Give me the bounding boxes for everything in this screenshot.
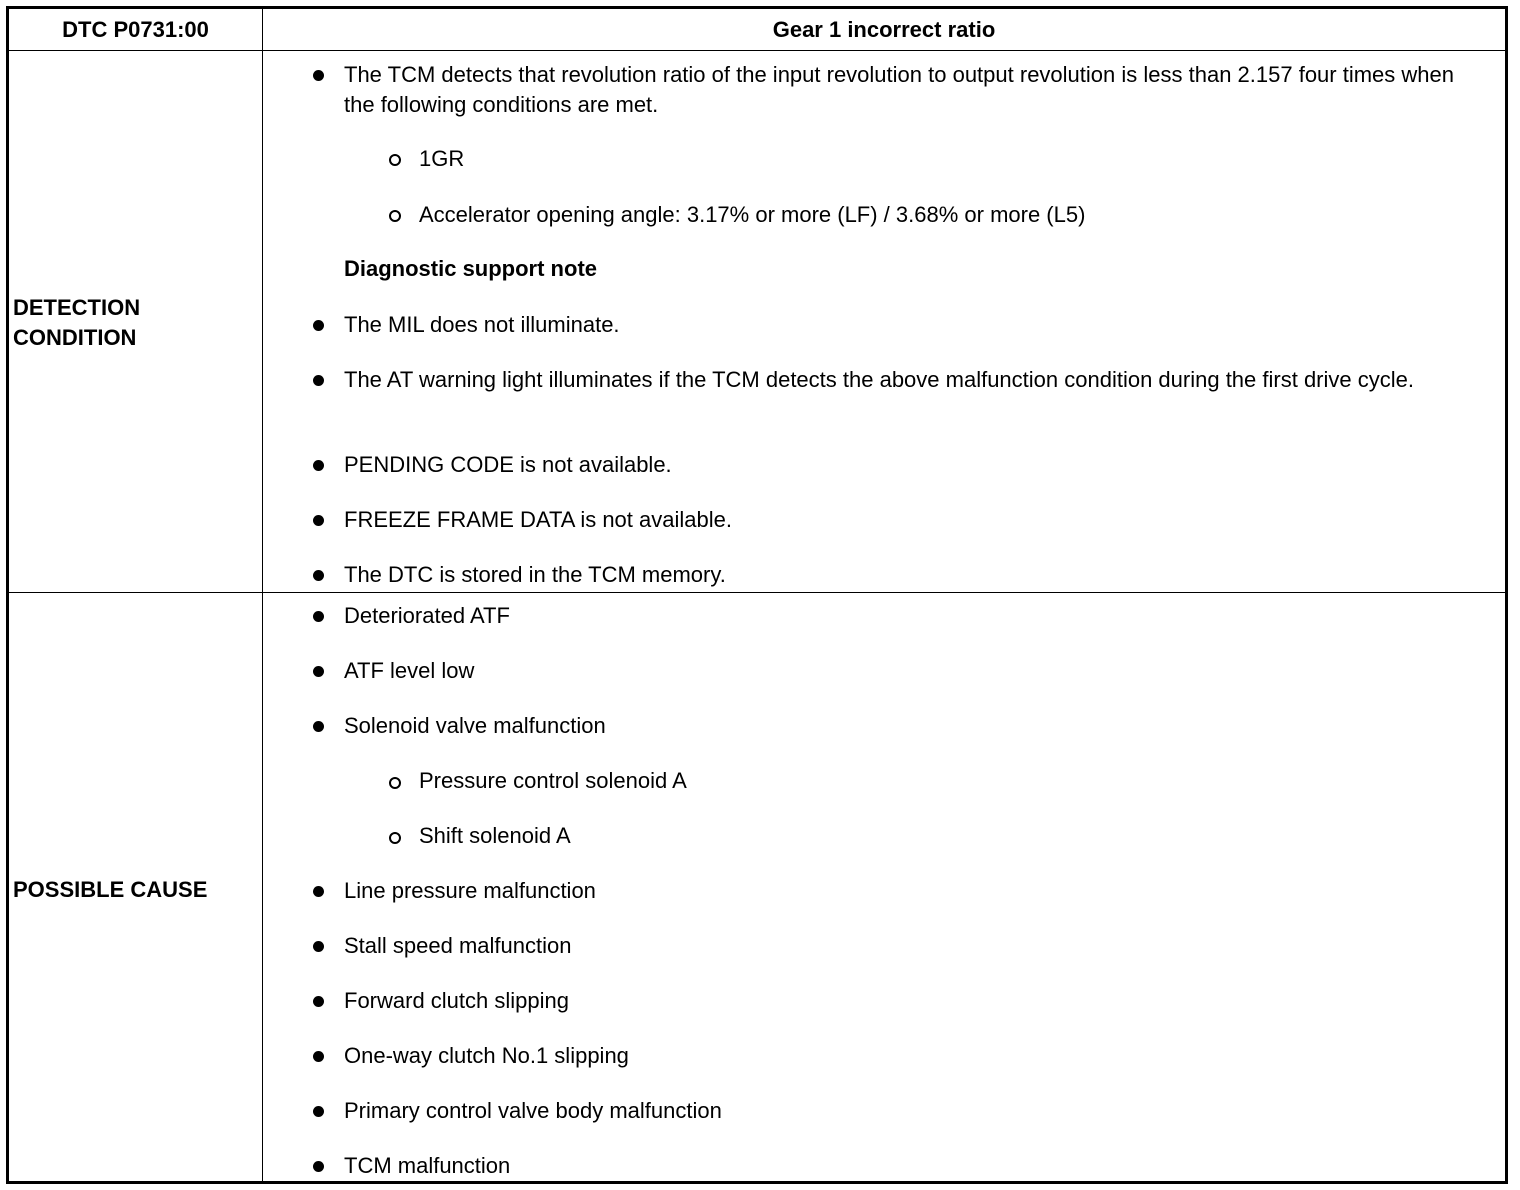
cause-item-7: One-way clutch No.1 slipping [344,1043,629,1068]
detection-item-6: The DTC is stored in the TCM memory. [344,562,726,587]
sub-bullet-icon [389,832,401,844]
dtc-table [6,6,1508,1184]
bullet-icon [313,320,324,331]
cause-item-8: Primary control valve body malfunction [344,1098,722,1123]
sub-bullet-icon [389,777,401,789]
detection-label-line2: CONDITION [13,325,137,350]
bullet-icon [313,886,324,897]
cause-subitem-2: Shift solenoid A [419,823,571,848]
cause-item-6: Forward clutch slipping [344,988,569,1013]
bullet-icon [313,375,324,386]
possible-cause-label: POSSIBLE CAUSE [13,877,208,902]
detection-item-2: The MIL does not illuminate. [344,312,620,337]
bullet-icon [313,1051,324,1062]
cause-subitem-1: Pressure control solenoid A [419,768,687,793]
detection-label-line1: DETECTION [13,295,141,320]
detection-item-3: The AT warning light illuminates if the TCM detects the above malfunction condition during the first drive cycle. [344,367,1414,392]
bullet-icon [313,721,324,732]
sub-bullet-icon [389,154,401,166]
possible-cause-content [263,593,1505,1181]
cause-item-4: Line pressure malfunction [344,878,596,903]
detection-condition-label [13,293,258,353]
bullet-icon [313,1161,324,1172]
detection-condition-content [263,51,1505,592]
cause-item-2: ATF level low [344,658,475,683]
detection-item-1: The TCM detects that revolution ratio of the input revolution to output revolution is less than 2.157 four times when the following conditions are met. [344,62,1454,117]
bullet-icon [313,941,324,952]
bullet-icon [313,515,324,526]
detection-item-5: FREEZE FRAME DATA is not available. [344,507,732,532]
diagnostic-support-note-heading: Diagnostic support note [344,256,597,281]
sub-bullet-icon [389,210,401,222]
dtc-code-header: DTC P0731:00 [62,16,209,42]
cause-item-5: Stall speed malfunction [344,933,572,958]
dtc-title-header: Gear 1 incorrect ratio [772,16,996,42]
detection-subitem-2: Accelerator opening angle: 3.17% or more (LF) / 3.68% or more (L5) [419,202,1086,227]
detection-subitem-1: 1GR [419,146,465,171]
bullet-icon [313,666,324,677]
bullet-icon [313,1106,324,1117]
bullet-icon [313,70,324,81]
detection-item-4: PENDING CODE is not available. [344,452,672,477]
bullet-icon [313,460,324,471]
bullet-icon [313,996,324,1007]
cause-item-3: Solenoid valve malfunction [344,713,606,738]
bullet-icon [313,570,324,581]
cause-item-9: TCM malfunction [344,1153,511,1178]
bullet-icon [313,611,324,622]
cause-item-1: Deteriorated ATF [344,603,510,628]
